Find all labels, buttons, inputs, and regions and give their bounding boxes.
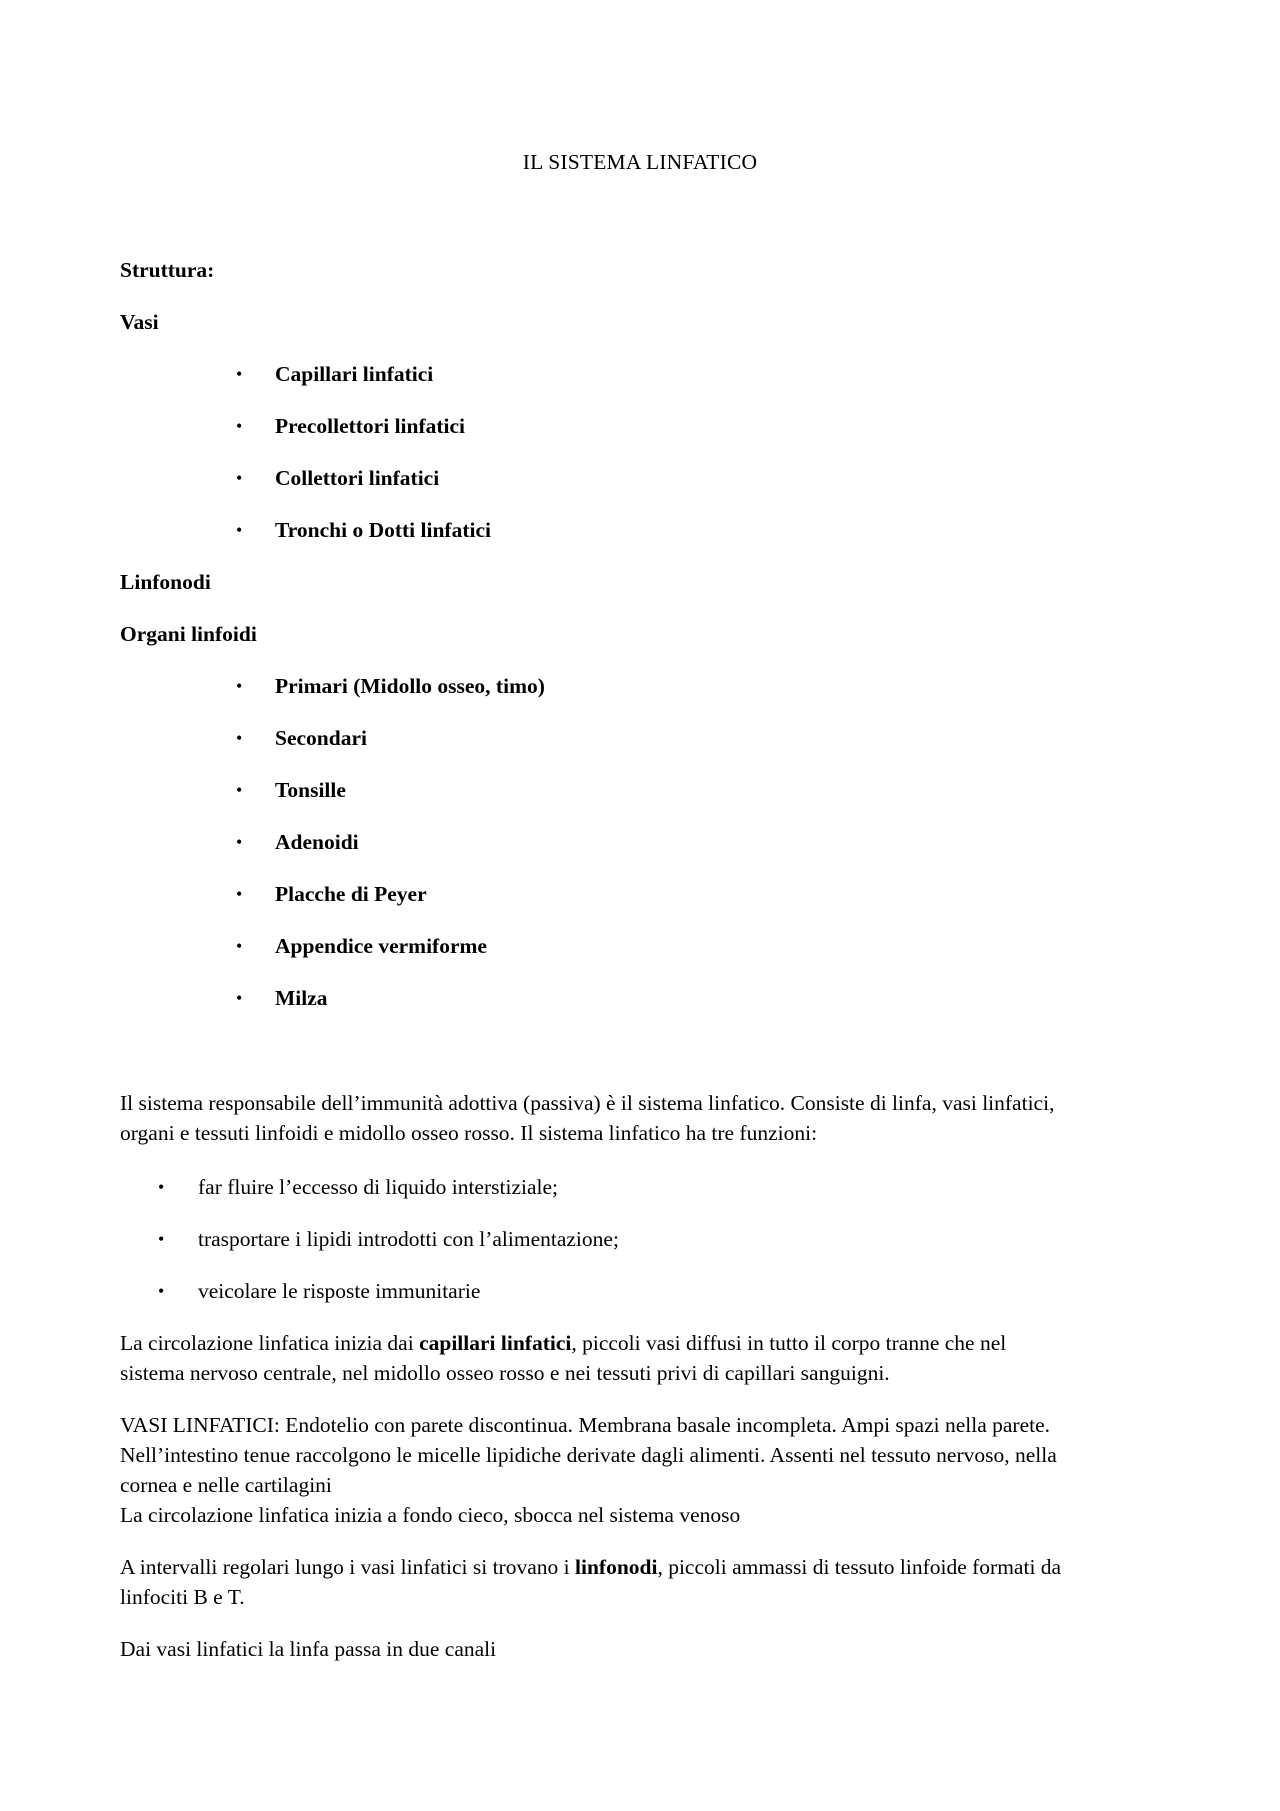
bullet-icon: • bbox=[158, 1281, 165, 1301]
bullet-icon: • bbox=[236, 416, 243, 436]
linfonodi-text-post: , piccoli ammassi di tessuto linfoide formati da bbox=[657, 1555, 1062, 1579]
circolazione-line-1 bbox=[120, 1328, 1170, 1358]
organi-item-label: Placche di Peyer bbox=[275, 882, 427, 906]
vasi-linfatici-line-3: cornea e nelle cartilagini bbox=[120, 1473, 332, 1497]
funzione-label: far fluire l’eccesso di liquido interstiziale; bbox=[198, 1175, 558, 1199]
intro-paragraph bbox=[120, 1088, 1170, 1148]
bullet-icon: • bbox=[158, 1229, 165, 1249]
vasi-heading: Vasi bbox=[120, 310, 159, 334]
bullet-icon: • bbox=[236, 728, 243, 748]
vasi-item-label: Collettori linfatici bbox=[275, 466, 440, 490]
vasi-item-label: Capillari linfatici bbox=[275, 362, 434, 386]
circolazione-text-bold: capillari linfatici bbox=[419, 1331, 572, 1355]
bullet-icon: • bbox=[236, 988, 243, 1008]
circolazione-text-post: , piccoli vasi diffusi in tutto il corpo tranne che nel bbox=[571, 1331, 1007, 1355]
linfonodi-heading: Linfonodi bbox=[120, 570, 211, 594]
organi-heading: Organi linfoidi bbox=[120, 622, 257, 646]
circolazione-paragraph bbox=[120, 1328, 1170, 1388]
linfonodi-paragraph bbox=[120, 1552, 1170, 1612]
page-title: IL SISTEMA LINFATICO bbox=[522, 150, 758, 174]
funzione-label: veicolare le risposte immunitarie bbox=[198, 1279, 481, 1303]
bullet-icon: • bbox=[236, 936, 243, 956]
vasi-linfatici-paragraph bbox=[120, 1410, 1170, 1530]
organi-item-label: Tonsille bbox=[275, 778, 346, 802]
linfonodi-text-bold: linfonodi bbox=[575, 1555, 658, 1579]
linfonodi-text-pre: A intervalli regolari lungo i vasi linfatici si trovano i bbox=[120, 1555, 575, 1579]
funzione-label: trasportare i lipidi introdotti con l’alimentazione; bbox=[198, 1227, 619, 1251]
vasi-linfatici-line-4: La circolazione linfatica inizia a fondo cieco, sbocca nel sistema venoso bbox=[120, 1503, 741, 1527]
vasi-item-label: Tronchi o Dotti linfatici bbox=[275, 518, 491, 542]
organi-item-label: Milza bbox=[275, 986, 328, 1010]
vasi-linfatici-line-2: Nell’intestino tenue raccolgono le micelle lipidiche derivate dagli alimenti. Assenti nel tessuto nervoso, nella bbox=[120, 1443, 1057, 1467]
bullet-icon: • bbox=[236, 884, 243, 904]
organi-item-label: Appendice vermiforme bbox=[275, 934, 487, 958]
vasi-linfatici-line-1: VASI LINFATICI: Endotelio con parete discontinua. Membrana basale incompleta. Ampi spazi nella parete. bbox=[120, 1413, 1051, 1437]
organi-item-label: Secondari bbox=[275, 726, 367, 750]
bullet-icon: • bbox=[236, 364, 243, 384]
bullet-icon: • bbox=[236, 832, 243, 852]
linfonodi-line-1 bbox=[120, 1552, 1170, 1582]
struttura-heading: Struttura: bbox=[120, 258, 215, 282]
linfonodi-line-2: linfociti B e T. bbox=[120, 1585, 245, 1609]
intro-line-2: organi e tessuti linfoidi e midollo osseo rosso. Il sistema linfatico ha tre funzioni: bbox=[120, 1121, 818, 1145]
bullet-icon: • bbox=[236, 780, 243, 800]
organi-item-label: Primari (Midollo osseo, timo) bbox=[275, 674, 545, 698]
vasi-item-label: Precollettori linfatici bbox=[275, 414, 466, 438]
circolazione-line-2: sistema nervoso centrale, nel midollo osseo rosso e nei tessuti privi di capillari sanguigni. bbox=[120, 1361, 890, 1385]
intro-line-1: Il sistema responsabile dell’immunità adottiva (passiva) è il sistema linfatico. Consiste di linfa, vasi linfatici, bbox=[120, 1091, 1055, 1115]
final-paragraph: Dai vasi linfatici la linfa passa in due canali bbox=[120, 1637, 497, 1661]
bullet-icon: • bbox=[236, 520, 243, 540]
bullet-icon: • bbox=[236, 468, 243, 488]
circolazione-text-pre: La circolazione linfatica inizia dai bbox=[120, 1331, 420, 1355]
organi-item-label: Adenoidi bbox=[275, 830, 359, 854]
bullet-icon: • bbox=[236, 676, 243, 696]
bullet-icon: • bbox=[158, 1177, 165, 1197]
